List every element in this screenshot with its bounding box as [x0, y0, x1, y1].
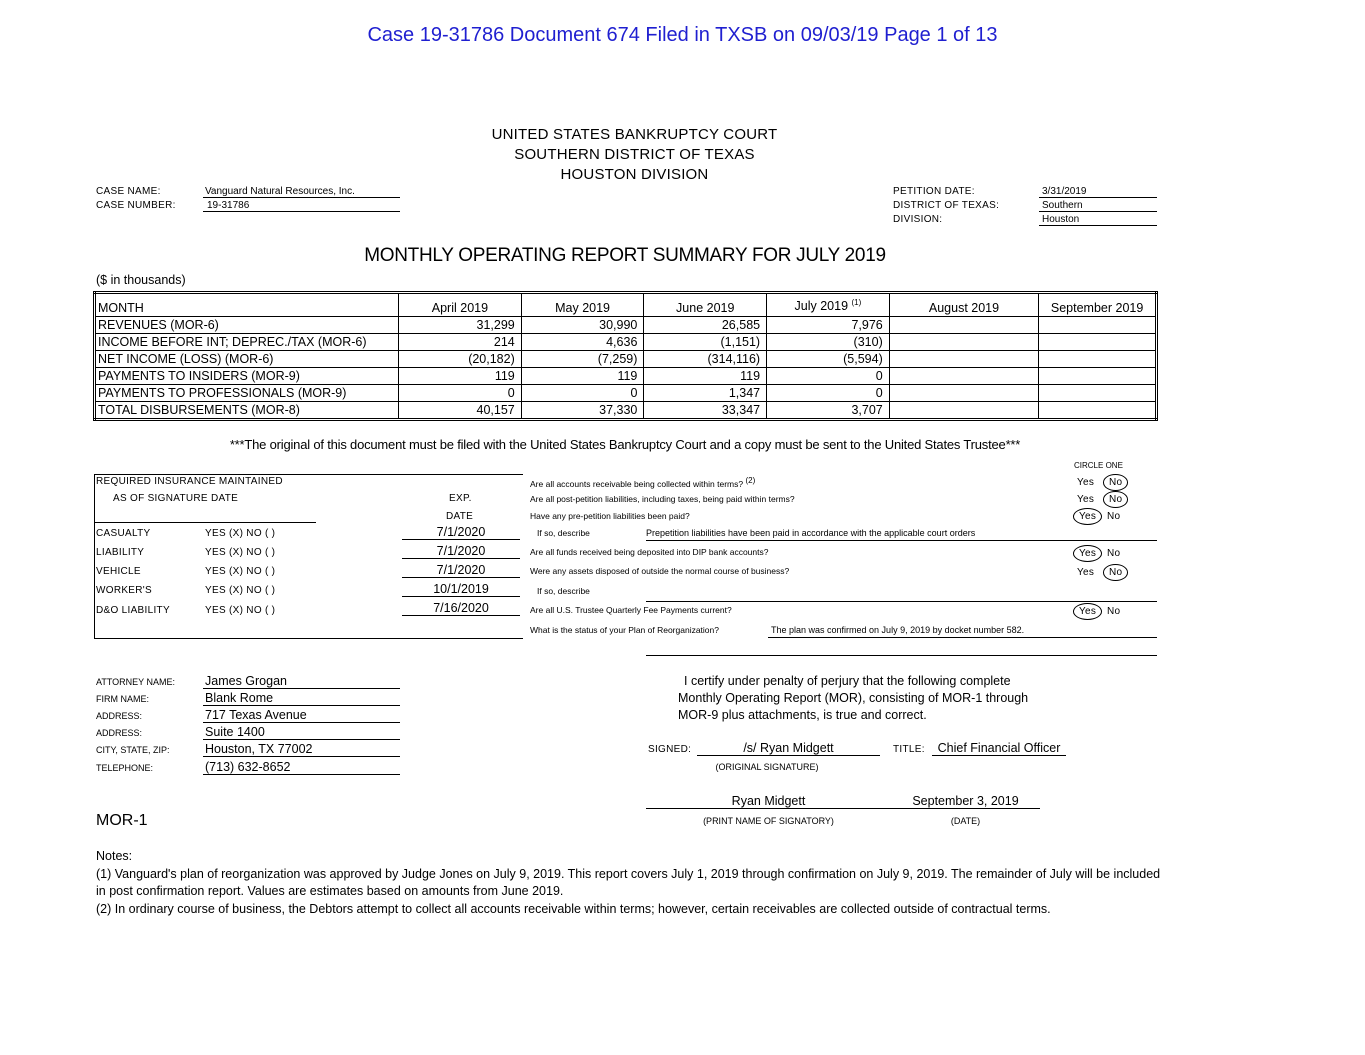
question-postpetition: Are all post-petition liabilities, including taxes, being paid within terms?: [530, 494, 795, 504]
column-header: MONTH: [95, 293, 399, 317]
insurance-exp-date: 7/1/2020: [402, 544, 520, 559]
original-signature-label: (ORIGINAL SIGNATURE): [715, 762, 819, 772]
insurance-type: WORKER'S: [96, 585, 152, 596]
column-header-july: [767, 293, 890, 317]
table-row: [95, 385, 1157, 402]
answer-yes-circled: [1077, 548, 1098, 559]
note-1-line-2: in post confirmation report. Values are estimates based on amounts from June 2019.: [96, 884, 564, 898]
insurance-type: CASUALTY: [96, 528, 151, 539]
cell-value: [889, 317, 1038, 334]
cell-value: [1039, 368, 1157, 385]
insurance-exp-date: 7/1/2020: [402, 563, 520, 578]
insurance-exp-date: 7/16/2020: [402, 601, 520, 616]
attorney-name-label: ATTORNEY NAME:: [96, 677, 176, 687]
insurance-subtitle: AS OF SIGNATURE DATE: [113, 493, 239, 504]
question-prepetition: Have any pre-petition liabilities been paid?: [530, 511, 690, 521]
footnote-marker: (1): [851, 298, 862, 308]
answer-no-circled: [1107, 567, 1124, 578]
firm-name: Blank Rome: [203, 691, 400, 706]
cell-value: [889, 351, 1038, 368]
address-label: ADDRESS:: [96, 711, 143, 721]
signatory-title: Chief Financial Officer: [932, 741, 1066, 756]
cell-value: 4,636: [521, 334, 644, 351]
case-number-label: CASE NUMBER:: [96, 200, 176, 211]
question-text: Are all accounts receivable being collected within terms?: [530, 478, 744, 489]
insurance-status: YES (X) NO ( ): [205, 528, 276, 539]
print-name: Ryan Midgett: [646, 794, 891, 809]
cell-value: 30,990: [521, 317, 644, 334]
column-header: September 2019: [1039, 293, 1157, 317]
answer-no-circled: [1107, 477, 1124, 488]
report-title: MONTHLY OPERATING REPORT SUMMARY FOR JULY 2019: [364, 245, 886, 266]
cell-value: 119: [399, 368, 522, 385]
row-label: PAYMENTS TO PROFESSIONALS (MOR-9): [95, 385, 399, 402]
summary-table: [93, 291, 1158, 421]
date-caption: (DATE): [950, 816, 981, 826]
signed-label: SIGNED:: [648, 744, 692, 755]
table-row: [95, 351, 1157, 368]
date-label: DATE: [446, 511, 474, 522]
court-division: HOUSTON DIVISION: [560, 166, 709, 183]
certify-line-1: I certify under penalty of perjury that the following complete: [684, 674, 1011, 688]
signature-date: September 3, 2019: [891, 794, 1040, 809]
insurance-status: YES (X) NO ( ): [205, 605, 276, 616]
insurance-exp-date: 7/1/2020: [402, 525, 520, 540]
court-district: SOUTHERN DISTRICT OF TEXAS: [514, 146, 755, 163]
petition-date-label: PETITION DATE:: [893, 186, 975, 197]
cell-value: 37,330: [521, 402, 644, 420]
answer-yes: Yes: [1073, 545, 1102, 562]
cell-value: 119: [521, 368, 644, 385]
answer-no: No: [1103, 564, 1128, 581]
cell-value: (5,594): [767, 351, 890, 368]
case-name-value: Vanguard Natural Resources, Inc.: [203, 186, 400, 198]
answer-yes: Yes: [1077, 477, 1095, 488]
notes-heading: Notes:: [96, 849, 133, 863]
question-plan-status: What is the status of your Plan of Reorganization?: [530, 625, 719, 635]
cell-value: (1,151): [644, 334, 767, 351]
telephone-label: TELEPHONE:: [96, 763, 154, 773]
cell-value: 40,157: [399, 402, 522, 420]
cell-value: 1,347: [644, 385, 767, 402]
column-header: May 2019: [521, 293, 644, 317]
answer-yes: Yes: [1077, 567, 1095, 578]
question-ar: [530, 476, 755, 489]
row-label: PAYMENTS TO INSIDERS (MOR-9): [95, 368, 399, 385]
row-label: NET INCOME (LOSS) (MOR-6): [95, 351, 399, 368]
district-value: Southern: [1039, 200, 1157, 212]
telephone: (713) 632-8652: [203, 760, 400, 775]
cell-value: [1039, 385, 1157, 402]
answer-yes-circled: [1077, 606, 1098, 617]
question-asset-disposal: Were any assets disposed of outside the normal course of business?: [530, 566, 790, 576]
address-line-1: 717 Texas Avenue: [203, 708, 400, 723]
answer-yes: Yes: [1077, 494, 1095, 505]
row-label: INCOME BEFORE INT; DEPREC./TAX (MOR-6): [95, 334, 399, 351]
units-note: ($ in thousands): [96, 273, 186, 287]
address-line-2: Suite 1400: [203, 725, 400, 740]
signature: /s/ Ryan Midgett: [697, 741, 880, 756]
table-row: [95, 334, 1157, 351]
cell-value: [889, 385, 1038, 402]
title-label: TITLE:: [893, 744, 925, 755]
firm-name-label: FIRM NAME:: [96, 694, 149, 704]
row-label: TOTAL DISBURSEMENTS (MOR-8): [95, 402, 399, 420]
cell-value: (310): [767, 334, 890, 351]
cell-value: [1039, 402, 1157, 420]
form-id: MOR-1: [96, 812, 148, 829]
petition-date-value: 3/31/2019: [1039, 186, 1157, 198]
cell-value: (314,116): [644, 351, 767, 368]
insurance-status: YES (X) NO ( ): [205, 566, 276, 577]
attorney-name: James Grogan: [203, 674, 400, 689]
answer-no-circled: [1107, 494, 1124, 505]
cell-value: (20,182): [399, 351, 522, 368]
column-header: August 2019: [889, 293, 1038, 317]
answer-yes: Yes: [1073, 603, 1102, 620]
insurance-status: YES (X) NO ( ): [205, 585, 276, 596]
print-name-label: (PRINT NAME OF SIGNATORY): [703, 816, 834, 826]
insurance-title: REQUIRED INSURANCE MAINTAINED: [96, 476, 283, 487]
answer-yes-circled: [1077, 511, 1098, 522]
cell-value: 0: [521, 385, 644, 402]
table-row: [95, 368, 1157, 385]
filing-stamp: Case 19-31786 Document 674 Filed in TXSB on 09/03/19 Page 1 of 13: [367, 24, 998, 46]
cell-value: [889, 402, 1038, 420]
filing-notice: ***The original of this document must be filed with the United States Bankruptcy Court and a copy must be sent to the United States Trustee***: [229, 437, 1021, 452]
answer-no: No: [1107, 511, 1121, 522]
cell-value: 0: [767, 368, 890, 385]
cell-value: 31,299: [399, 317, 522, 334]
column-header: June 2019: [644, 293, 767, 317]
answer-no: No: [1107, 548, 1121, 559]
cell-value: 7,976: [767, 317, 890, 334]
note-1-line-1: (1) Vanguard's plan of reorganization was approved by Judge Jones on July 9, 2019. This report covers July 1, 2019 through confirmation on July 9, 2019. The remainder of July will be included: [96, 867, 1161, 881]
cell-value: 33,347: [644, 402, 767, 420]
table-row: [95, 402, 1157, 420]
insurance-type: D&O LIABILITY: [96, 605, 170, 616]
plan-status-answer: The plan was confirmed on July 9, 2019 by docket number 582.: [768, 625, 1157, 638]
column-header: April 2019: [399, 293, 522, 317]
cell-value: 119: [644, 368, 767, 385]
insurance-exp-date: 10/1/2019: [402, 582, 520, 597]
insurance-type: VEHICLE: [96, 566, 141, 577]
row-label: REVENUES (MOR-6): [95, 317, 399, 334]
asset-disposal-description-line: [646, 601, 1157, 602]
answer-no: No: [1103, 474, 1128, 491]
describe-label: If so, describe: [537, 528, 590, 538]
cell-value: 214: [399, 334, 522, 351]
insurance-type: LIABILITY: [96, 547, 145, 558]
division-label: DIVISION:: [893, 214, 943, 225]
cell-value: [889, 334, 1038, 351]
question-dip-deposits: Are all funds received being deposited into DIP bank accounts?: [530, 547, 769, 557]
table-header-row: [95, 293, 1157, 317]
section-divider: [646, 655, 1157, 656]
footnote-marker: (2): [745, 476, 756, 485]
exp-label: EXP.: [449, 493, 472, 504]
cell-value: [889, 368, 1038, 385]
prepetition-description: Prepetition liabilities have been paid in accordance with the applicable court orders: [646, 528, 1157, 541]
certify-line-3: MOR-9 plus attachments, is true and correct.: [678, 708, 927, 722]
answer-yes: Yes: [1073, 508, 1102, 525]
insurance-status: YES (X) NO ( ): [205, 547, 276, 558]
city-state-zip-label: CITY, STATE, ZIP:: [96, 745, 170, 755]
cell-value: (7,259): [521, 351, 644, 368]
district-label: DISTRICT OF TEXAS:: [893, 200, 1000, 211]
case-name-label: CASE NAME:: [96, 186, 161, 197]
city-state-zip: Houston, TX 77002: [203, 742, 400, 757]
answer-no: No: [1107, 606, 1121, 617]
cell-value: 26,585: [644, 317, 767, 334]
certify-line-2: Monthly Operating Report (MOR), consisting of MOR-1 through: [678, 691, 1029, 705]
cell-value: [1039, 317, 1157, 334]
circle-one-label: CIRCLE ONE: [1074, 461, 1123, 470]
case-number-value: 19-31786: [203, 200, 400, 212]
address-label: ADDRESS:: [96, 728, 143, 738]
cell-value: 3,707: [767, 402, 890, 420]
answer-no: No: [1103, 491, 1128, 508]
question-trustee-fees: Are all U.S. Trustee Quarterly Fee Payments current?: [530, 605, 732, 615]
insurance-divider: [94, 522, 316, 523]
describe-label: If so, describe: [537, 586, 590, 596]
cell-value: [1039, 351, 1157, 368]
column-header-label: July 2019: [794, 299, 849, 314]
note-2: (2) In ordinary course of business, the Debtors attempt to collect all accounts receivable within terms; however, certain receivables are collected outside of contractual terms.: [96, 902, 1051, 916]
cell-value: 0: [399, 385, 522, 402]
division-value: Houston: [1039, 214, 1157, 226]
court-name: UNITED STATES BANKRUPTCY COURT: [491, 126, 778, 143]
cell-value: 0: [767, 385, 890, 402]
table-row: [95, 317, 1157, 334]
cell-value: [1039, 334, 1157, 351]
